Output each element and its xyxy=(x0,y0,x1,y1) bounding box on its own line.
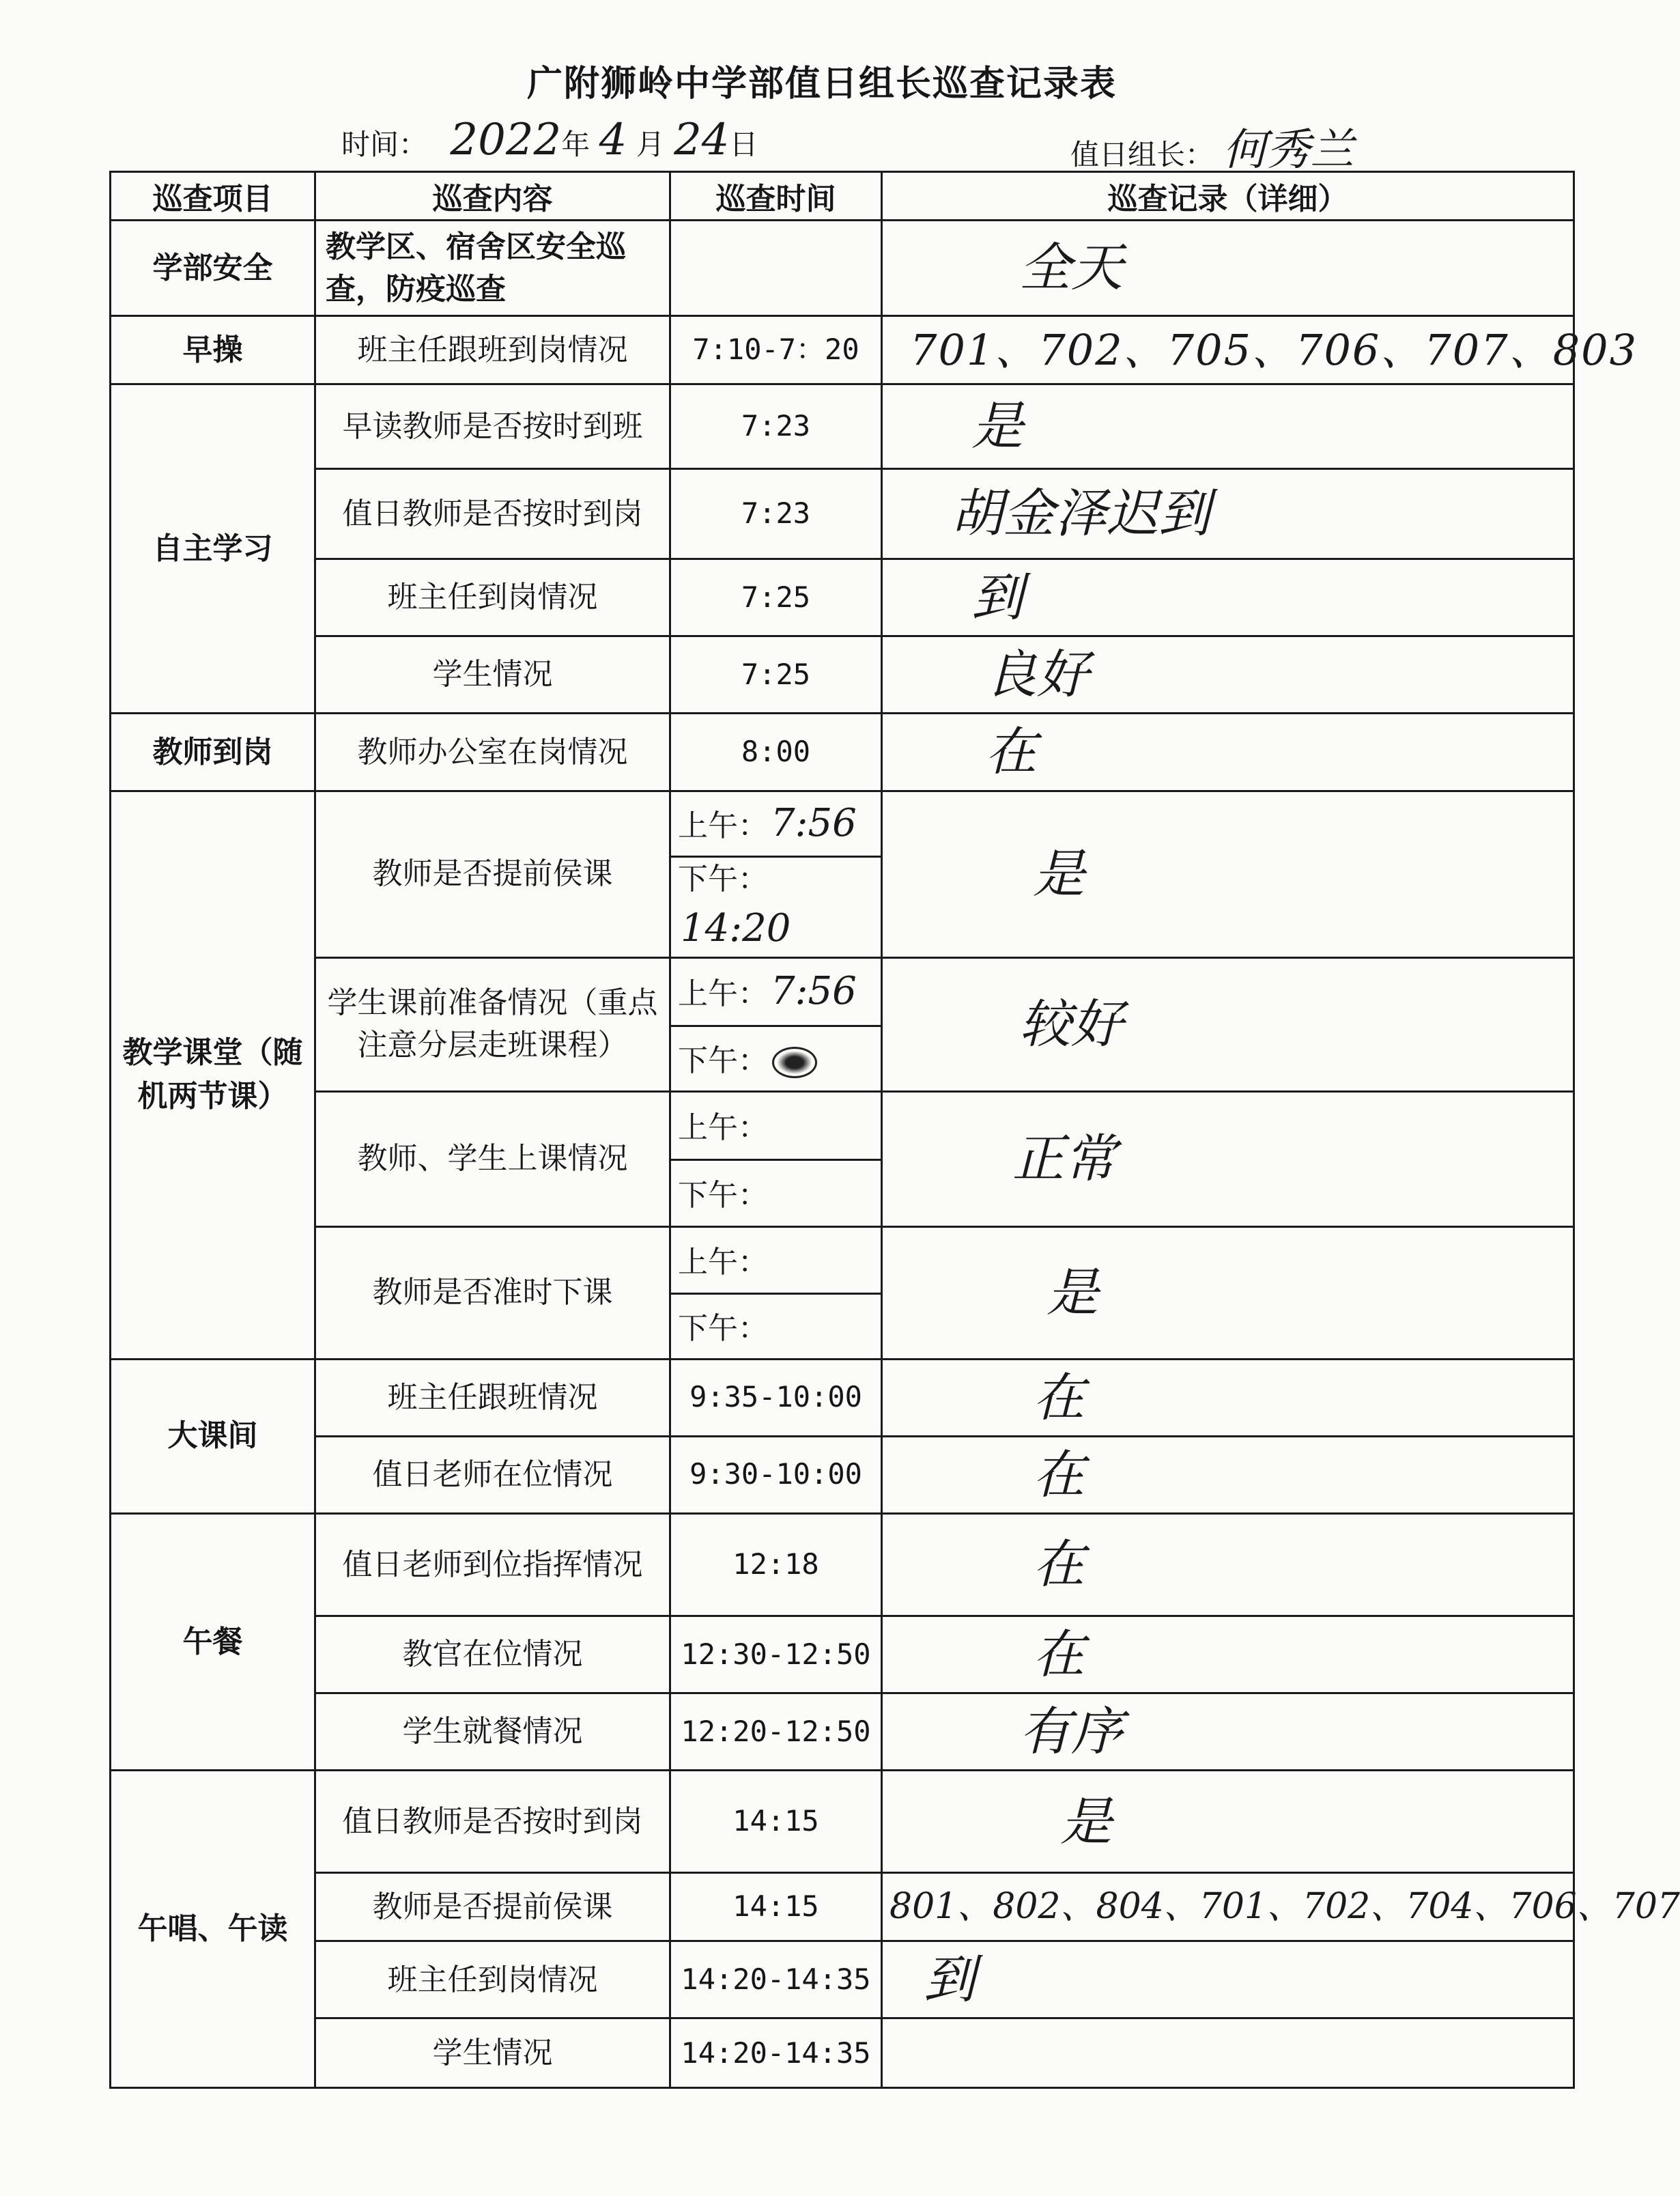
pm-time-cell xyxy=(670,1159,882,1226)
record-cell xyxy=(882,1091,1574,1226)
date-label: 时间： xyxy=(341,128,428,161)
content-cell: 学生就餐情况 xyxy=(315,1693,670,1771)
record-cell xyxy=(882,1941,1574,2018)
record-cell xyxy=(882,384,1574,469)
am-label: 上午： xyxy=(678,1110,768,1146)
year-unit: 年 xyxy=(561,128,590,161)
time-cell: 8:00 xyxy=(670,714,882,791)
record-cell xyxy=(882,469,1574,559)
pm-label: 下午： xyxy=(678,1043,768,1079)
header-item: 巡查项目 xyxy=(111,172,315,221)
time-cell: 14:20-14:35 xyxy=(670,2018,882,2088)
content-cell: 教学区、宿舍区安全巡查，防疫巡查 xyxy=(315,221,670,316)
category-exercise: 早操 xyxy=(111,316,315,384)
record-text: 在 xyxy=(1033,1623,1085,1685)
record-cell xyxy=(882,636,1574,714)
leader-signature: 何秀兰 xyxy=(1223,125,1354,175)
time-cell: 14:20-14:35 xyxy=(670,1941,882,2018)
record-text: 在 xyxy=(1033,1534,1085,1595)
record-cell xyxy=(882,559,1574,636)
record-text: 到 xyxy=(971,567,1023,628)
content-cell: 早读教师是否按时到班 xyxy=(315,384,670,469)
category-noon: 午唱、午读 xyxy=(111,1771,315,2088)
am-time: 7:56 xyxy=(771,969,857,1014)
record-text: 到 xyxy=(924,1949,976,2010)
pm-label: 下午： xyxy=(678,861,768,897)
time-cell: 7:25 xyxy=(670,636,882,714)
am-time-cell xyxy=(670,1226,882,1293)
content-cell: 值日教师是否按时到岗 xyxy=(315,469,670,559)
time-cell: 7:10-7：20 xyxy=(670,316,882,384)
pm-time: 14:20 xyxy=(681,906,791,951)
record-cell xyxy=(882,2018,1574,2088)
am-label: 上午： xyxy=(678,976,768,1012)
content-cell: 班主任到岗情况 xyxy=(315,559,670,636)
content-cell: 教师是否提前侯课 xyxy=(315,791,670,957)
content-cell: 教师是否准时下课 xyxy=(315,1226,670,1359)
category-lunch: 午餐 xyxy=(111,1513,315,1770)
record-cell xyxy=(882,957,1574,1091)
pm-time-cell xyxy=(670,1293,882,1359)
am-time-cell xyxy=(670,1091,882,1159)
time-cell: 12:30-12:50 xyxy=(670,1616,882,1693)
time-cell: 14:15 xyxy=(670,1771,882,1873)
content-cell: 教师是否提前侯课 xyxy=(315,1873,670,1941)
content-cell: 班主任到岗情况 xyxy=(315,1941,670,2018)
record-text: 良好 xyxy=(985,644,1089,705)
record-cell xyxy=(882,1616,1574,1693)
pm-label: 下午： xyxy=(678,1311,768,1347)
am-time: 7:56 xyxy=(771,801,857,846)
time-cell: 7:23 xyxy=(670,384,882,469)
record-cell xyxy=(882,1226,1574,1359)
date-year: 2022 xyxy=(450,115,562,165)
leader-label: 值日组长： xyxy=(1070,138,1214,171)
header-content: 巡查内容 xyxy=(315,172,670,221)
header-record: 巡查记录（详细） xyxy=(882,172,1574,221)
record-text: 胡金泽迟到 xyxy=(951,483,1210,544)
time-cell: 7:25 xyxy=(670,559,882,636)
record-cell xyxy=(882,316,1638,384)
record-text: 是 xyxy=(1033,843,1085,904)
content-cell: 班主任跟班到岗情况 xyxy=(315,316,670,384)
record-text: 是 xyxy=(1047,1261,1098,1323)
time-cell: 7:23 xyxy=(670,469,882,559)
record-text: 801、802、804、701、702、704、706、707 xyxy=(889,1886,1680,1928)
category-class: 教学课堂（随机两节课） xyxy=(111,791,315,1359)
record-text: 在 xyxy=(1033,1444,1085,1505)
time-cell: 12:20-12:50 xyxy=(670,1693,882,1771)
scribble-mark xyxy=(772,1047,817,1078)
record-text: 在 xyxy=(985,721,1037,783)
patrol-record-table xyxy=(109,171,1680,2089)
am-label: 上午： xyxy=(678,1245,768,1280)
record-cell xyxy=(882,791,1574,957)
time-cell: 14:15 xyxy=(670,1873,882,1941)
header-time: 巡查时间 xyxy=(670,172,882,221)
record-cell xyxy=(882,1873,1680,1941)
pm-time-cell xyxy=(670,856,882,957)
record-text: 在 xyxy=(1033,1366,1085,1428)
pm-label: 下午： xyxy=(678,1178,768,1213)
leader-line xyxy=(1070,115,1354,178)
record-text: 较好 xyxy=(1019,993,1123,1054)
time-cell: 9:30-10:00 xyxy=(670,1436,882,1513)
content-cell: 值日老师到位指挥情况 xyxy=(315,1513,670,1616)
record-cell xyxy=(882,1436,1574,1513)
record-text: 是 xyxy=(971,395,1023,457)
record-text: 正常 xyxy=(1012,1127,1116,1189)
time-cell xyxy=(670,221,882,316)
category-study: 自主学习 xyxy=(111,384,315,714)
record-cell xyxy=(882,221,1574,316)
record-text: 是 xyxy=(1060,1790,1112,1852)
category-break: 大课间 xyxy=(111,1359,315,1513)
content-cell: 学生课前准备情况（重点注意分层走班课程） xyxy=(315,957,670,1091)
content-cell: 学生情况 xyxy=(315,2018,670,2088)
content-cell: 学生情况 xyxy=(315,636,670,714)
date-month: 4 xyxy=(599,115,627,165)
date-line xyxy=(341,115,758,165)
page-title: 广附狮岭中学部值日组长巡查记录表 xyxy=(526,64,1117,104)
record-cell xyxy=(882,1771,1574,1873)
record-cell xyxy=(882,1513,1574,1616)
month-unit: 月 xyxy=(636,128,665,161)
content-cell: 教师办公室在岗情况 xyxy=(315,714,670,791)
content-cell: 班主任跟班情况 xyxy=(315,1359,670,1436)
content-cell: 值日教师是否按时到岗 xyxy=(315,1771,670,1873)
pm-time-cell xyxy=(670,1026,882,1091)
am-label: 上午： xyxy=(678,808,768,844)
content-cell: 教师、学生上课情况 xyxy=(315,1091,670,1226)
am-time-cell xyxy=(670,791,882,856)
category-safety: 学部安全 xyxy=(111,221,315,316)
record-text: 701、702、705、706、707、803 xyxy=(910,324,1638,375)
time-cell: 12:18 xyxy=(670,1513,882,1616)
date-day: 24 xyxy=(674,115,730,165)
record-cell xyxy=(882,1693,1574,1771)
content-cell: 值日老师在位情况 xyxy=(315,1436,670,1513)
content-cell: 教官在位情况 xyxy=(315,1616,670,1693)
record-cell xyxy=(882,714,1574,791)
day-unit: 日 xyxy=(729,128,758,161)
am-time-cell xyxy=(670,957,882,1026)
record-cell xyxy=(882,1359,1574,1436)
record-text: 全天 xyxy=(1019,237,1123,298)
record-text: 有序 xyxy=(1019,1701,1123,1762)
time-cell: 9:35-10:00 xyxy=(670,1359,882,1436)
category-teacher: 教师到岗 xyxy=(111,714,315,791)
